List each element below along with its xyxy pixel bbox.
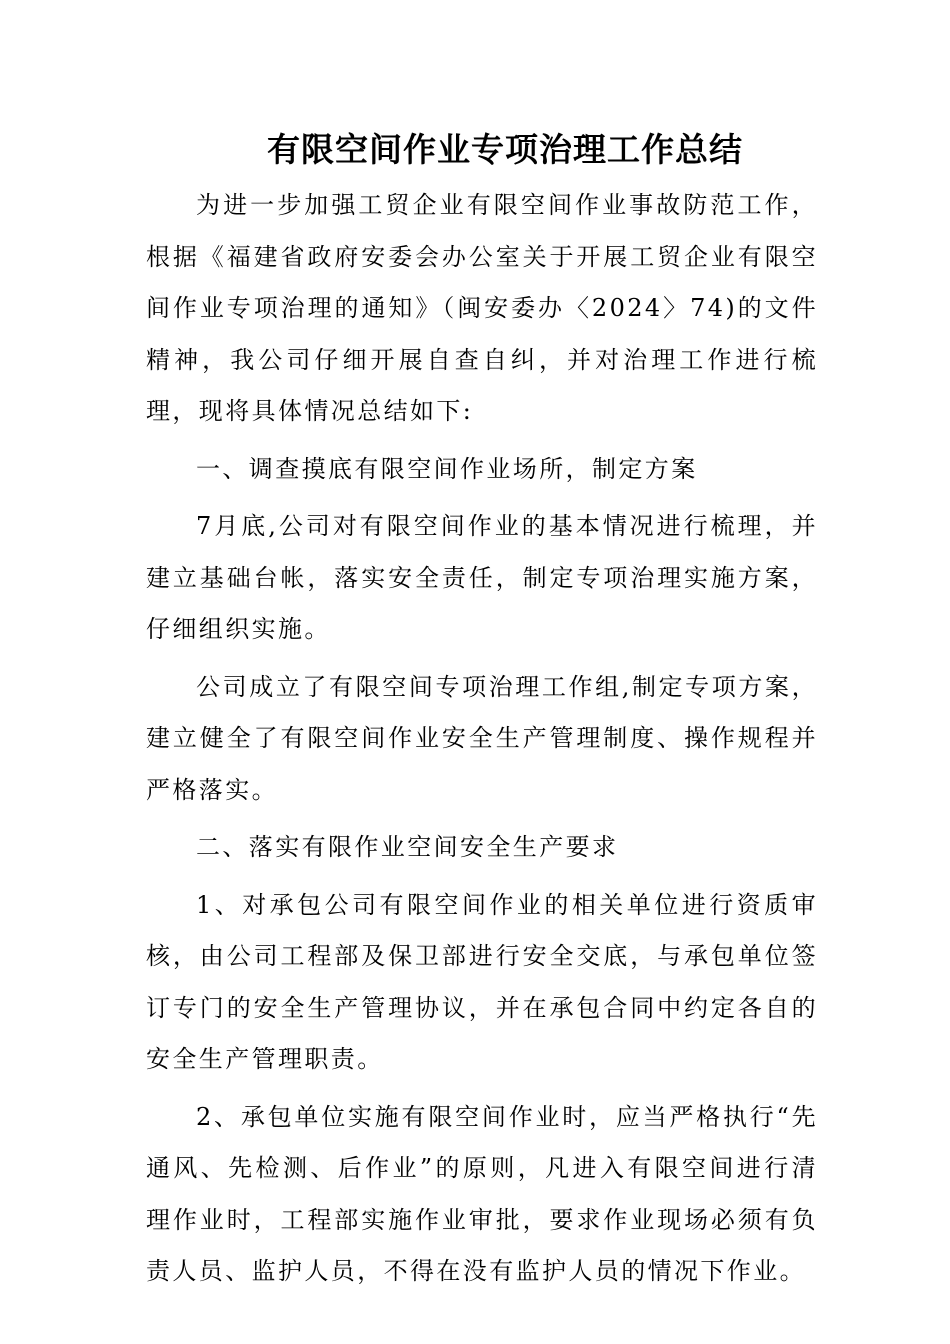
intro-paragraph: 为进一步加强工贸企业有限空间作业事故防范工作，根据《福建省政府安委会办公室关于开展工贸企业有限空间作业专项治理的通知》（闽安委办〈2024〉74)的文件精神，我公司仔细开展自查自纠，并对治理工作进行梳理，现将具体情况总结如下: xyxy=(146,191,818,425)
section-1-paragraph: 公司成立了有限空间专项治理工作组,制定专项方案，建立健全了有限空间作业安全生产管理制度、操作规程并严格落实。 xyxy=(146,672,818,804)
section-2-paragraph: 1、对承包公司有限空间作业的相关单位进行资质审核，由公司工程部及保卫部进行安全交底，与承包单位签订专门的安全生产管理协议，并在承包合同中约定各自的安全生产管理职责。 xyxy=(146,890,818,1073)
section-1-heading: 一、调查摸底有限空间作业场所，制定方案 xyxy=(196,454,698,483)
section-1-paragraph: 7月底,公司对有限空间作业的基本情况进行梳理，并建立基础台帐，落实安全责任，制定专项治理实施方案，仔细组织实施。 xyxy=(146,512,818,643)
section-2-heading: 二、落实有限作业空间安全生产要求 xyxy=(196,833,619,861)
document-title: 有限空间作业专项治理工作总结 xyxy=(267,130,743,169)
document-body xyxy=(146,180,818,1298)
section-2-paragraph: 2、承包单位实施有限空间作业时，应当严格执行“先通风、先检测、后作业”的原则，凡进入有限空间进行清理作业时，工程部实施作业审批，要求作业现场必须有负责人员、监护人员，不得在没有监护人员的情况下作业。 xyxy=(146,1102,818,1285)
